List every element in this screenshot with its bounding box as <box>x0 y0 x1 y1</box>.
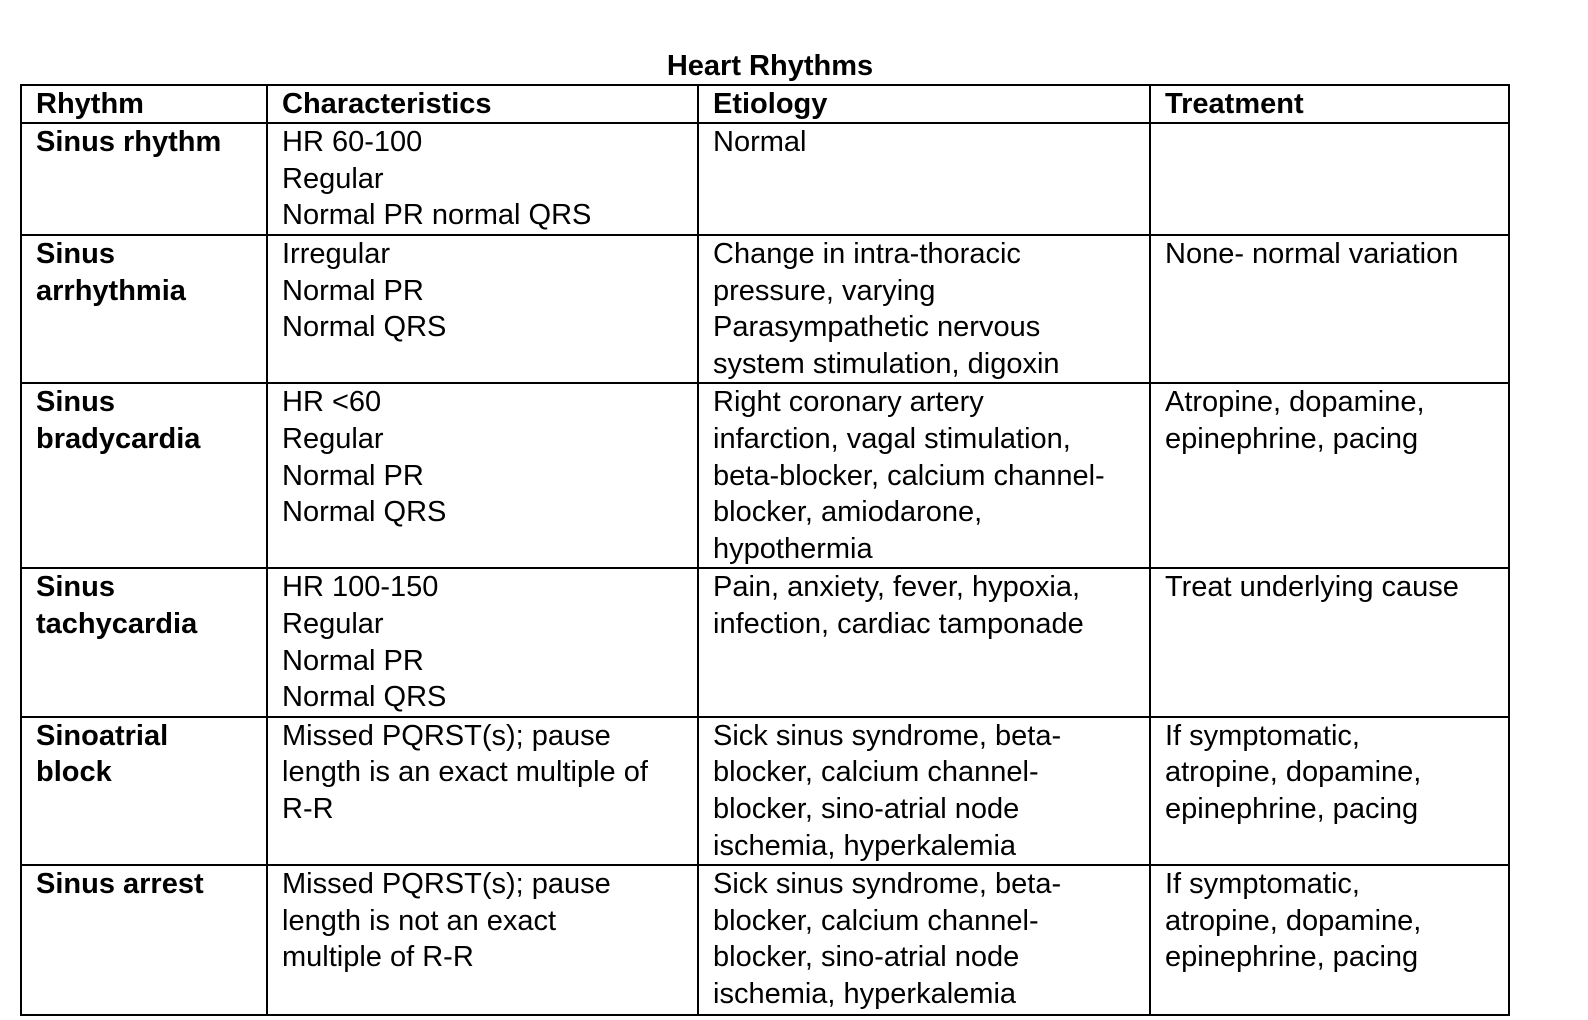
cell-line: atropine, dopamine, <box>1165 756 1422 789</box>
cell-line: R-R <box>282 792 334 825</box>
rhythm-cell <box>21 383 267 568</box>
cell-line: multiple of R-R <box>282 941 474 974</box>
cell-line: length is not an exact <box>282 904 557 937</box>
treatment-cell <box>1150 383 1509 568</box>
cell-line: epinephrine, pacing <box>1165 941 1419 974</box>
cell-line: Sinus <box>36 386 115 419</box>
cell-line: Sinus rhythm <box>36 126 222 158</box>
cell-line: Pain, anxiety, fever, hypoxia, <box>713 571 1081 604</box>
treatment-cell <box>1150 568 1509 716</box>
table-body <box>21 123 1509 1015</box>
cell-line: block <box>36 756 112 789</box>
characteristics-cell <box>267 865 698 1015</box>
cell-line: length is an exact multiple of <box>282 756 648 789</box>
cell-line: epinephrine, pacing <box>1165 422 1419 455</box>
cell-line: Normal PR <box>282 644 424 677</box>
characteristics-cell <box>267 717 698 865</box>
treatment-cell <box>1150 717 1509 865</box>
characteristics-cell <box>267 383 698 568</box>
cell-line: Normal PR normal QRS <box>282 199 592 232</box>
etiology-cell <box>698 235 1150 383</box>
treatment-cell <box>1150 865 1509 1015</box>
cell-line: Regular <box>282 607 384 640</box>
rhythm-cell <box>21 717 267 865</box>
cell-line: epinephrine, pacing <box>1165 792 1419 825</box>
cell-line: If symptomatic, <box>1165 719 1360 752</box>
rhythm-cell <box>21 568 267 716</box>
cell-line: Normal QRS <box>282 496 447 529</box>
etiology-cell <box>698 568 1150 716</box>
cell-line: Irregular <box>282 238 390 270</box>
cell-line: Sick sinus syndrome, beta- <box>713 868 1062 901</box>
cell-line: Change in intra-thoracic <box>713 238 1021 270</box>
table-row <box>21 865 1509 1015</box>
cell-line: Sinoatrial <box>36 719 169 752</box>
cell-line: infection, cardiac tamponade <box>713 607 1084 640</box>
cell-line: blocker, sino-atrial node <box>713 792 1020 825</box>
cell-line: system stimulation, digoxin <box>713 347 1060 380</box>
cell-line: HR 60-100 <box>282 126 423 158</box>
heart-rhythms-table <box>20 84 1510 1016</box>
characteristics-cell <box>267 568 698 716</box>
cell-line: Sick sinus syndrome, beta- <box>713 719 1062 752</box>
cell-line: Treat underlying cause <box>1165 571 1459 604</box>
cell-line: ischemia, hyperkalemia <box>713 977 1017 1010</box>
cell-line: Sinus arrest <box>36 868 204 901</box>
cell-line: If symptomatic, <box>1165 868 1360 901</box>
cell-line: None- normal variation <box>1165 238 1459 270</box>
treatment-cell <box>1150 123 1509 235</box>
table-row <box>21 123 1509 235</box>
header-rhythm: Rhythm <box>21 85 267 123</box>
cell-line: HR <60 <box>282 386 382 419</box>
rhythm-cell <box>21 123 267 235</box>
cell-line: Missed PQRST(s); pause <box>282 868 611 901</box>
cell-line: Right coronary artery <box>713 386 984 419</box>
etiology-cell <box>698 717 1150 865</box>
table-header-row <box>21 85 1509 123</box>
cell-line: HR 100-150 <box>282 571 439 604</box>
cell-line: Parasympathetic nervous <box>713 311 1041 344</box>
cell-line: arrhythmia <box>36 274 186 307</box>
etiology-cell <box>698 123 1150 235</box>
cell-line: Normal PR <box>282 274 424 307</box>
header-characteristics: Characteristics <box>267 85 698 123</box>
rhythm-cell <box>21 235 267 383</box>
etiology-cell <box>698 865 1150 1015</box>
cell-line: blocker, sino-atrial node <box>713 941 1020 974</box>
cell-line: blocker, calcium channel- <box>713 756 1039 789</box>
table-row <box>21 235 1509 383</box>
cell-line: hypothermia <box>713 532 873 565</box>
cell-line: Normal <box>713 126 807 158</box>
cell-line: Normal QRS <box>282 311 447 344</box>
cell-line: Normal QRS <box>282 681 447 714</box>
header-etiology: Etiology <box>698 85 1150 123</box>
cell-line: Regular <box>282 162 384 195</box>
cell-line: Atropine, dopamine, <box>1165 386 1425 419</box>
cell-line: Missed PQRST(s); pause <box>282 719 611 752</box>
cell-line: blocker, calcium channel- <box>713 904 1039 937</box>
cell-line: tachycardia <box>36 607 198 640</box>
cell-line: Sinus <box>36 571 115 604</box>
table-row <box>21 383 1509 568</box>
rhythm-cell <box>21 865 267 1015</box>
cell-line: atropine, dopamine, <box>1165 904 1422 937</box>
table-row <box>21 717 1509 865</box>
characteristics-cell <box>267 123 698 235</box>
cell-line: bradycardia <box>36 422 201 455</box>
table-row <box>21 568 1509 716</box>
cell-line: blocker, amiodarone, <box>713 496 983 529</box>
cell-line: beta-blocker, calcium channel- <box>713 459 1105 492</box>
cell-line: pressure, varying <box>713 274 936 307</box>
etiology-cell <box>698 383 1150 568</box>
cell-line: Sinus <box>36 238 115 270</box>
characteristics-cell <box>267 235 698 383</box>
cell-line: Regular <box>282 422 384 455</box>
cell-line: ischemia, hyperkalemia <box>713 829 1017 862</box>
cell-line: infarction, vagal stimulation, <box>713 422 1071 455</box>
header-treatment: Treatment <box>1150 85 1509 123</box>
cell-line: Normal PR <box>282 459 424 492</box>
document-title: Heart Rhythms <box>666 50 874 82</box>
treatment-cell <box>1150 235 1509 383</box>
